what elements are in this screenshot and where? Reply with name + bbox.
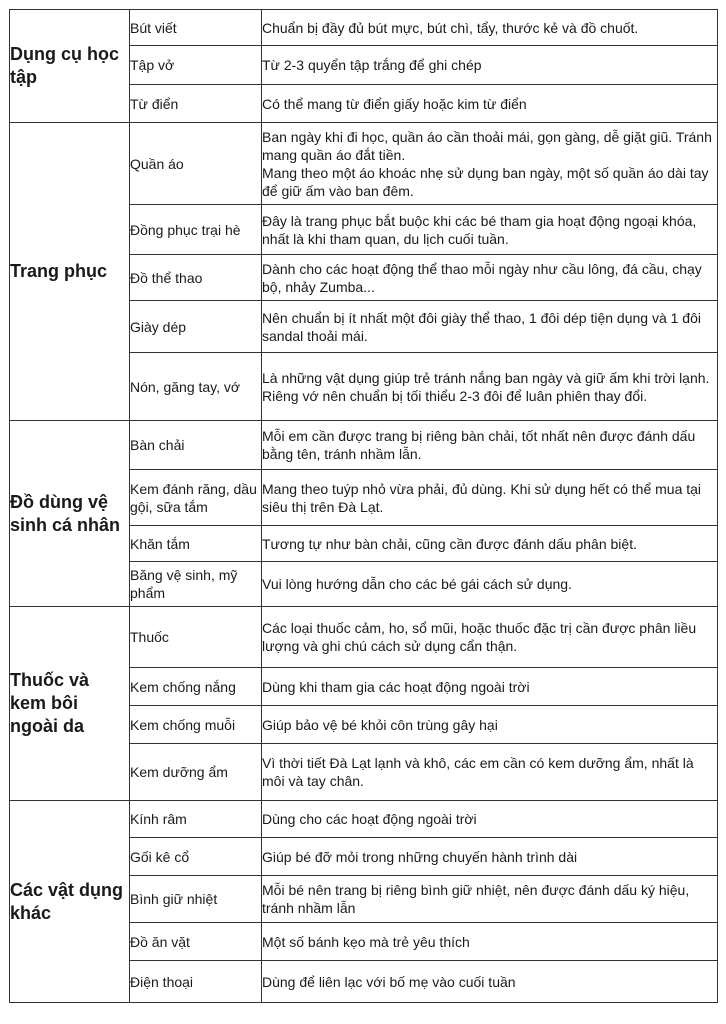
item-description <box>262 562 718 607</box>
category-name: Thuốc và kem bôi ngoài da <box>10 607 130 801</box>
item-name: Bút viết <box>130 10 262 46</box>
category-name: Dụng cụ học tập <box>10 10 130 123</box>
item-name: Thuốc <box>130 607 262 668</box>
description-paragraph: Mỗi bé nên trang bị riêng bình giữ nhiệt, nên được đánh dấu ký hiệu, tránh nhầm lẫn <box>262 882 690 916</box>
item-name: Kem đánh răng, dầu gội, sữa tắm <box>130 470 262 526</box>
item-description <box>262 961 718 1003</box>
item-description <box>262 923 718 961</box>
description-paragraph: Mang theo một áo khoác nhẹ sử dụng ban ngày, một số quần áo dài tay để giữ ấm vào ban đêm. <box>262 164 709 199</box>
item-description <box>262 801 718 838</box>
item-name: Đồ thể thao <box>130 255 262 301</box>
description-paragraph: Mỗi em cần được trang bị riêng bàn chải, tốt nhất nên được đánh dấu bằng tên, tránh nhầm lẫn. <box>262 428 696 462</box>
item-name: Băng vệ sinh, mỹ phẩm <box>130 562 262 607</box>
table-row <box>10 801 718 838</box>
description-paragraph: Là những vật dụng giúp trẻ tránh nắng ban ngày và giữ ấm khi trời lạnh. Riêng vớ nên chuẩn bị tối thiểu 2-3 đôi để luân phiên thay đổi. <box>262 369 710 404</box>
item-name: Gối kê cổ <box>130 838 262 876</box>
item-name: Kem chống muỗi <box>130 706 262 744</box>
item-description <box>262 470 718 526</box>
packing-checklist-table <box>9 9 718 1003</box>
item-name: Đồ ăn vặt <box>130 923 262 961</box>
item-name: Nón, găng tay, vớ <box>130 353 262 421</box>
description-paragraph: Giúp bảo vệ bé khỏi côn trùng gây hại <box>262 716 498 733</box>
description-paragraph: Vì thời tiết Đà Lạt lạnh và khô, các em cần có kem dưỡng ẩm, nhất là môi và tay chân. <box>262 755 694 789</box>
item-description <box>262 744 718 801</box>
item-name: Khăn tắm <box>130 526 262 562</box>
item-description <box>262 123 718 205</box>
category-name: Các vật dụng khác <box>10 801 130 1003</box>
item-name: Kính râm <box>130 801 262 838</box>
category-name: Đồ dùng vệ sinh cá nhân <box>10 421 130 607</box>
item-description <box>262 46 718 85</box>
description-paragraph: Chuẩn bị đầy đủ bút mực, bút chì, tẩy, thước kẻ và đồ chuốt. <box>262 19 639 36</box>
description-paragraph: Dành cho các hoạt động thể thao mỗi ngày như cầu lông, đá cầu, chạy bộ, nhảy Zumba... <box>262 260 702 295</box>
description-paragraph: Dùng để liên lạc với bố mẹ vào cuối tuần <box>262 973 516 990</box>
item-name: Kem chống nắng <box>130 668 262 706</box>
item-name: Đồng phục trại hè <box>130 205 262 255</box>
item-description <box>262 205 718 255</box>
description-paragraph: Từ 2-3 quyển tập trắng để ghi chép <box>262 57 482 73</box>
table-row <box>10 607 718 668</box>
item-name: Bàn chải <box>130 421 262 470</box>
description-paragraph: Tương tự như bàn chải, cũng cần được đánh dấu phân biệt. <box>262 535 637 552</box>
item-description <box>262 353 718 421</box>
item-description <box>262 838 718 876</box>
item-name: Từ điển <box>130 85 262 123</box>
description-paragraph: Mang theo tuýp nhỏ vừa phải, đủ dùng. Khi sử dụng hết có thể mua tại siêu thị trên Đà Lạt. <box>262 480 702 515</box>
item-description <box>262 706 718 744</box>
item-description <box>262 85 718 123</box>
table-row <box>10 10 718 46</box>
item-name: Kem dưỡng ẩm <box>130 744 262 801</box>
description-paragraph: Dùng khi tham gia các hoạt động ngoài trời <box>262 678 530 695</box>
description-paragraph: Một số bánh kẹo mà trẻ yêu thích <box>262 933 470 950</box>
item-name: Điện thoại <box>130 961 262 1003</box>
item-name: Bình giữ nhiệt <box>130 876 262 923</box>
description-paragraph: Giúp bé đỡ mỏi trong những chuyến hành trình dài <box>262 848 578 865</box>
description-paragraph: Vui lòng hướng dẫn cho các bé gái cách sử dụng. <box>262 576 572 592</box>
description-paragraph: Dùng cho các hoạt động ngoài trời <box>262 811 477 827</box>
item-name: Tập vở <box>130 46 262 85</box>
description-paragraph: Ban ngày khi đi học, quần áo cần thoải mái, gọn gàng, dễ giặt giũ. Tránh mang quần áo đắt tiền. <box>262 128 712 163</box>
item-description <box>262 526 718 562</box>
table-row <box>10 123 718 205</box>
item-description <box>262 421 718 470</box>
item-description <box>262 10 718 46</box>
item-description <box>262 255 718 301</box>
description-paragraph: Có thể mang từ điển giấy hoặc kim từ điển <box>262 95 527 112</box>
item-description <box>262 301 718 353</box>
item-description <box>262 607 718 668</box>
item-name: Quần áo <box>130 123 262 205</box>
description-paragraph: Các loại thuốc cảm, ho, sổ mũi, hoặc thuốc đặc trị cần được phân liều lượng và ghi chú cách sử dụng cẩn thận. <box>262 620 697 654</box>
table-row <box>10 421 718 470</box>
checklist-body <box>10 10 718 1003</box>
item-description <box>262 668 718 706</box>
item-name: Giày dép <box>130 301 262 353</box>
category-name: Trang phục <box>10 123 130 421</box>
description-paragraph: Nên chuẩn bị ít nhất một đôi giày thể thao, 1 đôi dép tiện dụng và 1 đôi sandal thoải mái. <box>262 309 701 344</box>
description-paragraph: Đây là trang phục bắt buộc khi các bé tham gia hoạt động ngoại khóa, nhất là khi tham quan, du lịch cuối tuần. <box>262 212 697 247</box>
item-description <box>262 876 718 923</box>
